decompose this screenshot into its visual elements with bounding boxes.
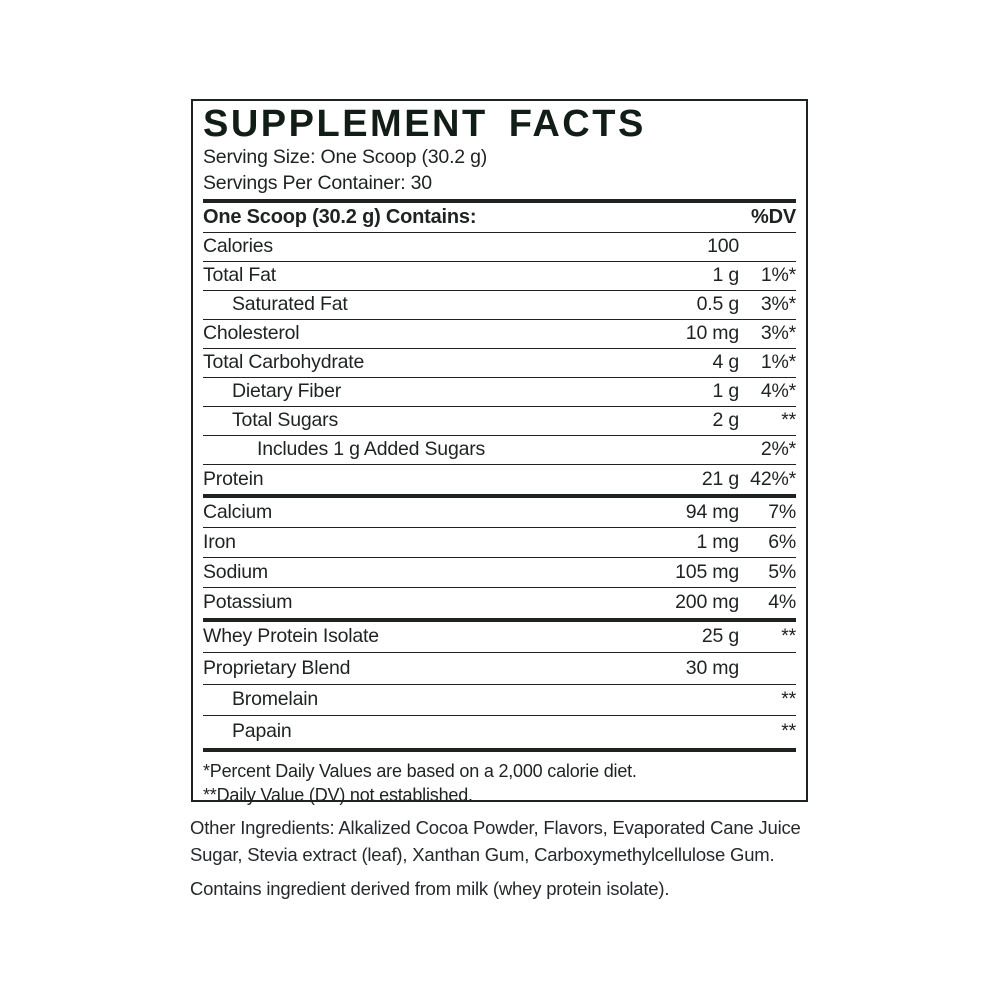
footnote-daily-values: *Percent Daily Values are based on a 2,000 calorie diet. [203,760,637,781]
table-row [203,436,796,465]
row-name: Includes 1 g Added Sugars [257,438,486,460]
row-name: Total Carbohydrate [203,351,365,373]
table-row [203,291,796,320]
table-header-dv-label: %DV [751,205,796,228]
row-amount: 10 mg [685,322,739,344]
row-name: Proprietary Blend [203,656,351,679]
row-amount: 94 mg [685,500,739,523]
row-name: Calories [203,235,273,257]
row-dv: 3%* [760,322,796,344]
row-name: Total Sugars [232,409,338,431]
row-amount: 0.5 g [696,293,739,315]
row-dv: 1%* [760,264,796,286]
table-row [203,622,796,654]
row-dv: 7% [768,500,796,523]
table-row [203,262,796,291]
row-dv: 3%* [760,293,796,315]
row-dv: ** [781,688,796,711]
other-ingredients-line-2: Sugar, Stevia extract (leaf), Xanthan Gum, Carboxymethylcellulose Gum. [190,844,775,865]
row-name: Cholesterol [203,322,300,344]
row-amount: 21 g [701,467,739,490]
row-name: Bromelain [232,688,318,711]
row-dv: ** [781,720,796,743]
row-dv: ** [781,409,796,431]
row-name: Calcium [203,500,273,523]
row-amount: 200 mg [675,591,739,613]
serving-size: Serving Size: One Scoop (30.2 g) [203,146,488,168]
row-amount: 100 [707,235,739,257]
table-row [203,716,796,748]
row-amount: 1 g [712,264,739,286]
row-name: Papain [232,720,292,743]
row-dv: 2%* [760,438,796,460]
table-row [203,407,796,436]
supplement-facts-panel [191,99,808,805]
other-ingredients-line-1: Other Ingredients: Alkalized Cocoa Powder, Flavors, Evaporated Cane Juice [190,817,801,838]
row-dv: 5% [768,560,796,583]
footnotes [203,752,796,807]
table-row [203,349,796,378]
row-amount: 1 mg [696,530,739,553]
table-row [203,588,796,618]
row-name: Saturated Fat [232,293,348,315]
row-name: Whey Protein Isolate [203,625,379,648]
row-name: Iron [203,530,236,553]
row-dv: 42%* [750,467,796,490]
row-amount: 105 mg [675,560,739,583]
row-amount: 30 mg [685,656,739,679]
table-row [203,233,796,262]
table-header-label: One Scoop (30.2 g) Contains: [203,205,477,228]
table-row [203,465,796,494]
row-amount: 1 g [712,380,739,402]
row-dv: 4% [768,591,796,613]
below-panel-text [190,814,830,902]
row-amount: 4 g [712,351,739,373]
row-name: Potassium [203,591,293,613]
row-dv: 1%* [760,351,796,373]
row-amount: 2 g [712,409,739,431]
footnote-dv-not-established: **Daily Value (DV) not established. [203,784,473,805]
table-row [203,685,796,717]
row-name: Sodium [203,560,268,583]
facts-rows [203,233,796,752]
row-name: Protein [203,467,264,490]
row-dv: ** [781,625,796,648]
allergen-statement: Contains ingredient derived from milk (whey protein isolate). [190,878,670,899]
row-name: Total Fat [203,264,276,286]
row-dv: 4%* [760,380,796,402]
panel-title: SUPPLEMENT FACTS [203,103,646,145]
row-amount: 25 g [701,625,739,648]
table-row [203,498,796,528]
table-row [203,558,796,588]
table-row [203,320,796,349]
table-row [203,528,796,558]
table-row [203,653,796,685]
table-header-row [203,203,796,233]
servings-per-container: Servings Per Container: 30 [203,172,432,194]
row-dv: 6% [768,530,796,553]
row-name: Dietary Fiber [232,380,342,402]
table-row [203,378,796,407]
